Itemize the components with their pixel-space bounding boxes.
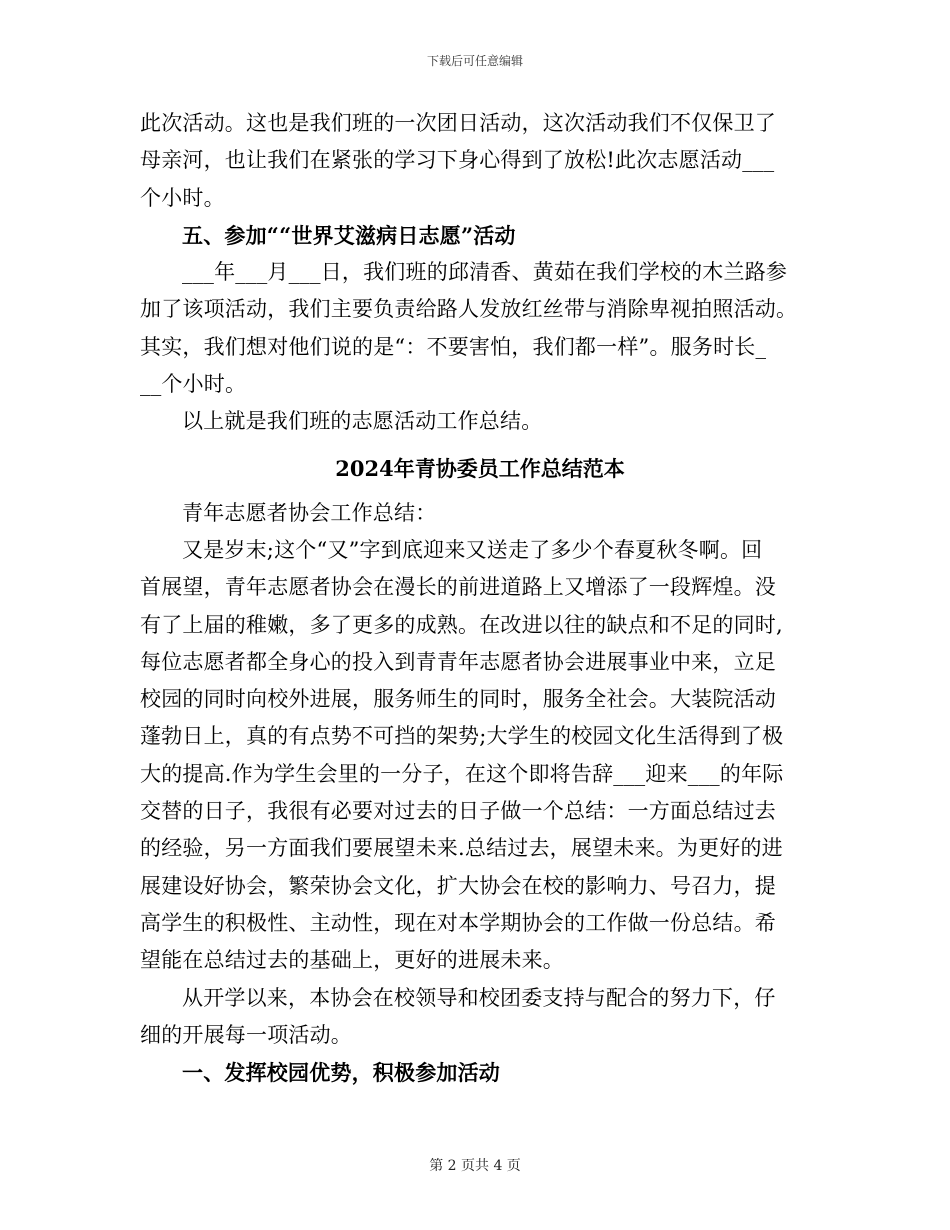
intro-line: 青年志愿者协会工作总结：	[182, 500, 437, 525]
body-line: 展建设好协会，繁荣协会文化，扩大协会在校的影响力、号召力，提	[140, 873, 776, 898]
body-line: 个小时。	[140, 185, 225, 210]
page-footer: 第 2 页共 4 页	[429, 1158, 521, 1174]
body-line: 交替的日子，我很有必要对过去的日子做一个总结：一方面总结过去	[140, 799, 776, 824]
body-line: 又是岁末;这个“又”字到底迎来又送走了多少个春夏秋冬啊。回	[182, 537, 763, 562]
body-line: 的经验，另一方面我们要展望未来.总结过去，展望未来。为更好的进	[140, 836, 783, 861]
page-header: 下载后可任意编辑	[426, 54, 523, 68]
body-line: 大的提高.作为学生会里的一分子，在这个即将告辞___迎来___的年际	[140, 761, 784, 786]
body-line: 其实，我们想对他们说的是“：不要害怕，我们都一样”。服务时长_	[140, 334, 767, 359]
body-line: 母亲河，也让我们在紧张的学习下身心得到了放松!此次志愿活动___	[140, 148, 775, 173]
body-line: 望能在总结过去的基础上，更好的进展未来。	[140, 948, 564, 973]
body-line: 每位志愿者都全身心的投入到青青年志愿者协会进展事业中来，立足	[140, 649, 776, 674]
body-line: 此次活动。这也是我们班的一次团日活动，这次活动我们不仅保卫了	[140, 111, 776, 135]
body-line: 首展望，青年志愿者协会在漫长的前进道路上又增添了一段辉煌。没	[140, 575, 776, 600]
closing-line: 以上就是我们班的志愿活动工作总结。	[182, 409, 543, 434]
article-title: 2024年青协委员工作总结范本	[335, 455, 625, 481]
document-body	[140, 105, 820, 1091]
body-line: 校园的同时向校外进展，服务师生的同时，服务全社会。大装院活动	[140, 687, 776, 712]
body-line: 有了上届的稚嫩，多了更多的成熟。在改进以往的缺点和不足的同时,	[140, 612, 783, 637]
body-line: __个小时。	[140, 372, 247, 397]
section-heading-5: 五、参加““世界艾滋病日志愿”活动	[182, 222, 516, 248]
body-line: 蓬勃日上，真的有点势不可挡的架势;大学生的校园文化生活得到了极	[140, 724, 784, 749]
section-heading-1: 一、发挥校园优势，积极参加活动	[182, 1060, 500, 1086]
body-line: 从开学以来，本协会在校领导和校团委支持与配合的努力下，仔	[182, 985, 776, 1010]
body-line: 细的开展每一项活动。	[140, 1022, 352, 1047]
body-line: 加了该项活动，我们主要负责给路人发放红丝带与消除卑视拍照活动。	[140, 297, 798, 322]
body-line: 高学生的积极性、主动性，现在对本学期协会的工作做一份总结。希	[140, 910, 776, 935]
body-line: ___年___月___日，我们班的邱清香、黄茹在我们学校的木兰路参	[182, 260, 788, 285]
